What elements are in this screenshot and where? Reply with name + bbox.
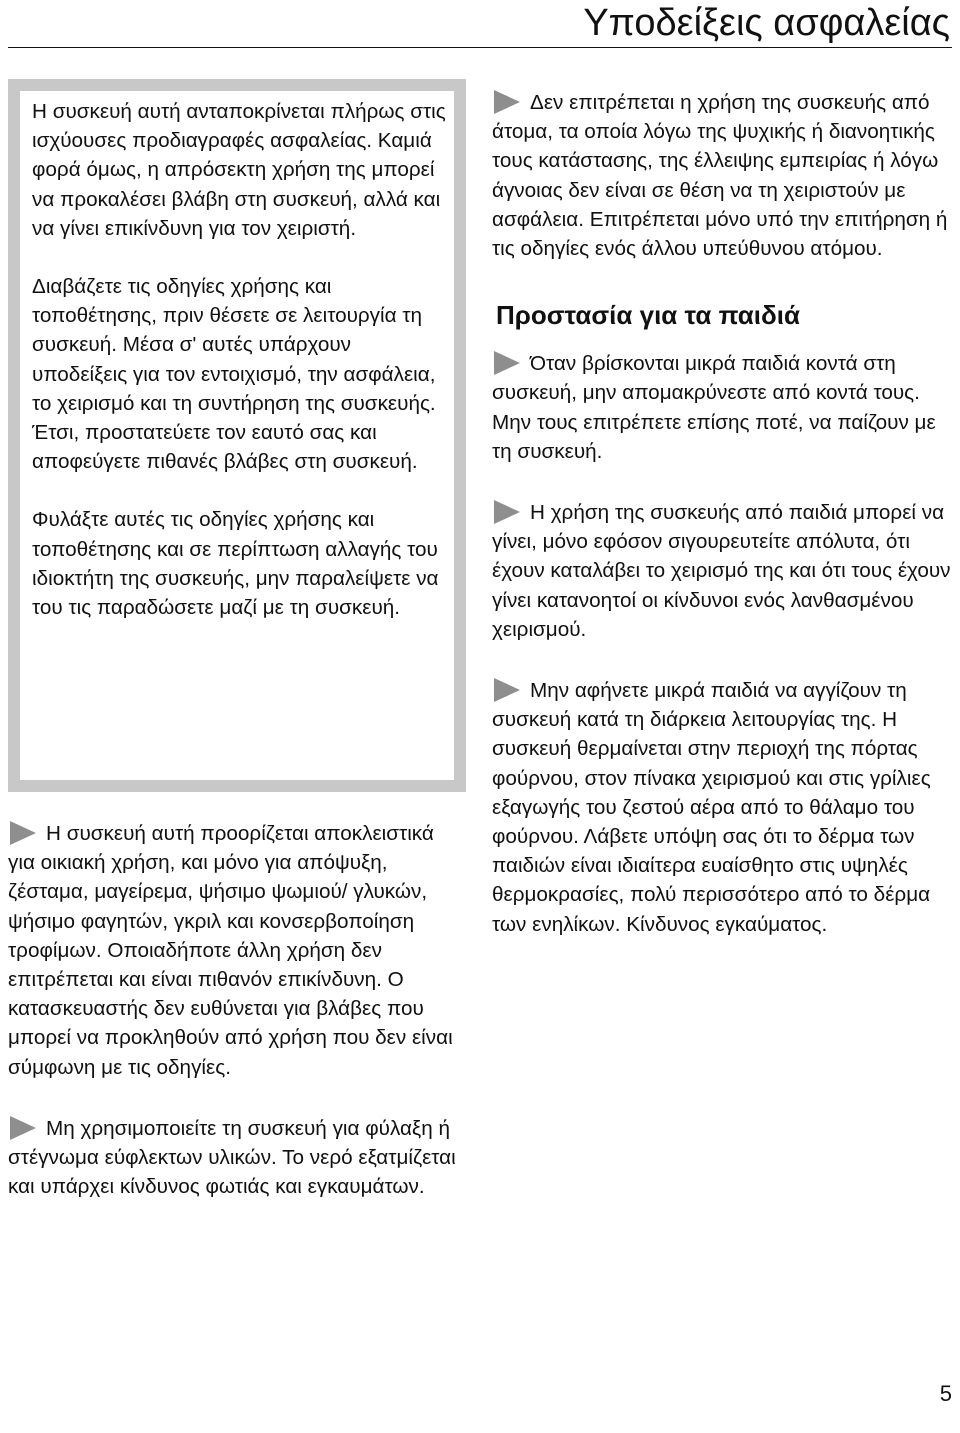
bullet-text: Μην αφήνετε μικρά παιδιά να αγγίζουν τη συσκευή κατά τη διάρκεια λειτουργίας της. Η συσκευή θερμαίνεται στην περιοχή της πόρτας φούρνου, στον πίνακα χειρισμού και στις γρίλιες εξαγωγής του ζεστού αέρα από το θάλαμο του φούρνου. Λάβετε υπόψη σας ότι το δέρμα των παιδιών είναι ιδιαίτερα ευαίσθητο στις υψηλές θερμοκρασίες, πολύ περισσότερο από το δέρμα των ενηλίκων. Κίνδυνος εγκαύματος. xyxy=(492,679,931,936)
bullet-arrow-icon xyxy=(494,678,520,702)
header-divider xyxy=(8,47,952,48)
bullet-text: Η χρήση της συσκευής από παιδιά μπορεί να γίνει, μόνο εφόσον σιγουρευτείτε απόλυτα, ότι έχουν καταλάβει το χειρισμό της και ότι τους έχουν γίνει κατανοητοί οι κίνδυνοι ενός λανθασμένου χειρισμού. xyxy=(492,501,951,641)
bullet-text: Δεν επιτρέπεται η χρήση της συσκευής από άτομα, τα οποία λόγω της ψυχικής ή διανοητικής τους κατάστασης, της έλλειψης εμπειρίας ή λόγω άγνοιας δεν είναι σε θέση να τη χειριστούν με ασφάλεια. Επιτρέπεται μόνο υπό την επιτήρηση ή τις οδηγίες ενός άλλου υπεύθυνου ατόμου. xyxy=(492,91,948,261)
bullet-text: Όταν βρίσκονται μικρά παιδιά κοντά στη συσκευή, μην απομακρύνεστε από κοντά τους. Μην τους επιτρέπετε επίσης ποτέ, να παίζουν με τη συσκευή. xyxy=(492,352,936,463)
safety-info-box xyxy=(8,79,466,792)
bullet-arrow-icon xyxy=(494,90,520,114)
bullet-text: Μη χρησιμοποιείτε τη συσκευή για φύλαξη ή στέγνωμα εύφλεκτων υλικών. Το νερό εξατμίζεται και υπάρχει κίνδυνος φωτιάς και εγκαυμάτων. xyxy=(8,1116,456,1199)
page-number: 5 xyxy=(939,1381,952,1406)
info-paragraph-2: Διαβάζετε τις οδηγίες χρήσης και τοποθέτησης, πριν θέσετε σε λειτουργία τη συσκευή. Μέσα σ' αυτές υπάρχουν υποδείξεις για τον εντοιχισμό, την ασφάλεια, το χειρισμό και τη συντήρηση της συσκευής. Έτσι, προστατεύετε τον εαυτό σας και αποφεύγετε πιθανές βλάβες στη συσκευή. xyxy=(32,275,436,474)
bullet-arrow-icon xyxy=(10,821,36,845)
bullet-arrow-icon xyxy=(10,1116,36,1140)
right-column xyxy=(492,88,954,939)
bullet-text: Η συσκευή αυτή προορίζεται αποκλειστικά για οικιακή χρήση, και μόνο για απόψυξη, ζέσταμα, μαγείρεμα, ψήσιμο ψωμιού/ γλυκών, ψήσιμο φαγητών, γκριλ και κονσερβοποίηση τροφίμων. Οποιαδήποτε άλλη χρήση δεν επιτρέπεται και είναι πιθανόν επικίνδυνη. Ο κατασκευαστής δεν ευθύνεται για βλάβες που μπορεί να προκληθούν από χρήση που δεν είναι σύμφωνη με τις οδηγίες. xyxy=(8,822,453,1079)
bullet-flammable-storage xyxy=(8,1114,466,1202)
left-column xyxy=(8,79,466,1201)
bullet-household-use xyxy=(8,819,466,1082)
bullet-arrow-icon xyxy=(494,500,520,524)
bullet-children-supervision xyxy=(492,349,954,466)
bullet-restricted-use xyxy=(492,88,954,263)
bullet-children-burn-risk xyxy=(492,676,954,939)
children-section-heading: Προστασία για τα παιδιά xyxy=(496,300,800,331)
bullet-arrow-icon xyxy=(494,351,520,375)
page-title: Υποδείξεις ασφαλείας xyxy=(583,2,950,44)
info-paragraph-3: Φυλάξτε αυτές τις οδηγίες χρήσης και τοποθέτησης και σε περίπτωση αλλαγής του ιδιοκτήτη της συσκευής, μην παραλείψετε να του τις παραδώσετε μαζί με τη συσκευή. xyxy=(32,508,439,620)
info-paragraph-1: Η συσκευή αυτή ανταποκρίνεται πλήρως στις ισχύουσες προδιαγραφές ασφαλείας. Καμιά φορά όμως, η απρόσεκτη χρήση της μπορεί να προκαλέσει βλάβη στη συσκευή, αλλά και να γίνει επικίνδυνη για τον χειριστή. xyxy=(32,100,446,240)
bullet-children-use xyxy=(492,498,954,644)
